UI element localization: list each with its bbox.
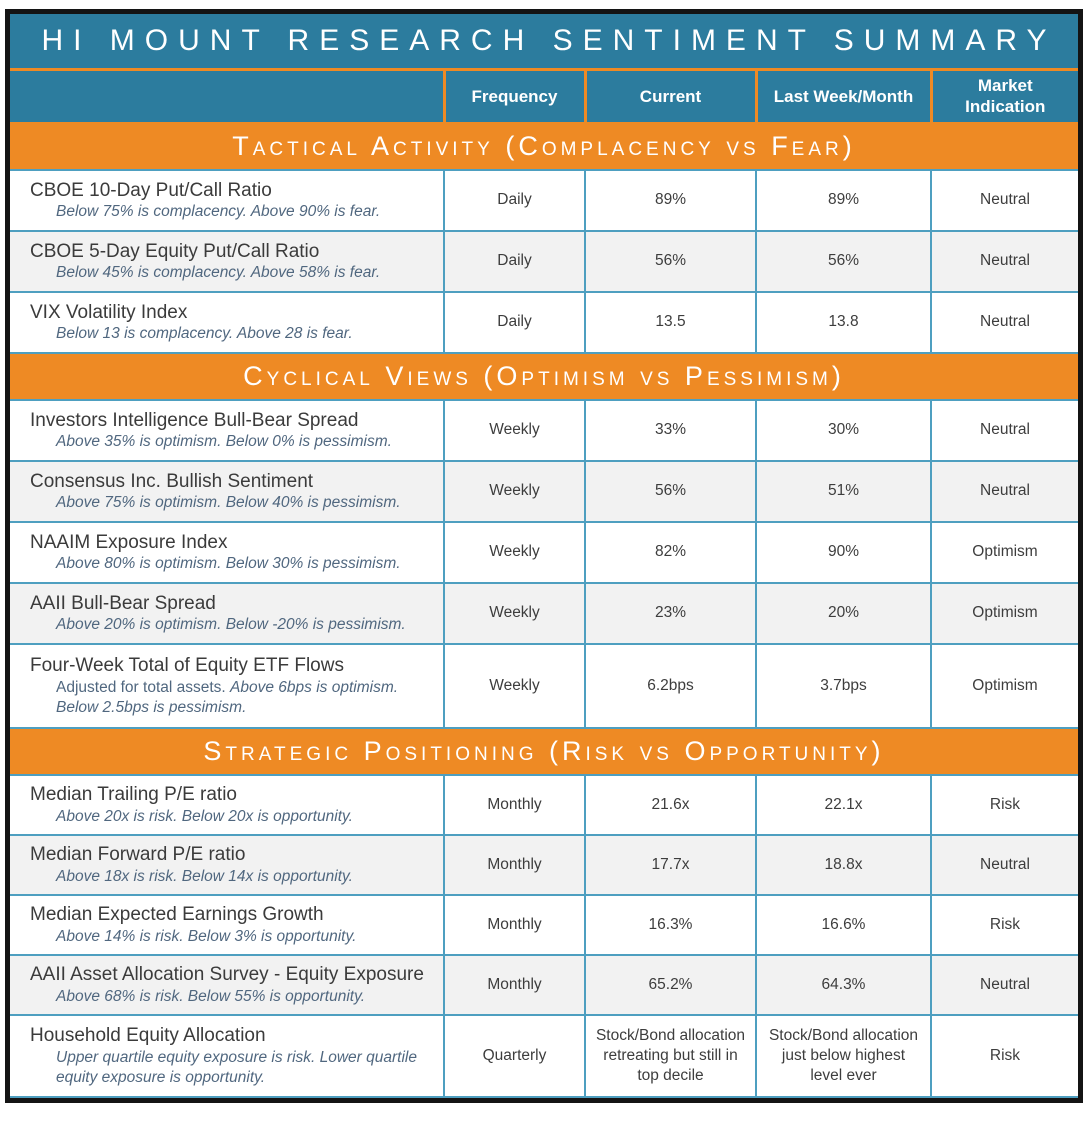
- current-cell: 17.7x: [585, 835, 756, 895]
- metric-cell: [10, 955, 444, 1015]
- metric-cell: [10, 583, 444, 644]
- table-row: [10, 170, 1078, 231]
- frequency-cell: Daily: [444, 231, 585, 292]
- metric-name: Median Expected Earnings Growth: [30, 904, 324, 926]
- column-header-current: Current: [585, 71, 756, 123]
- metric-name: CBOE 5-Day Equity Put/Call Ratio: [30, 240, 320, 262]
- current-cell: 89%: [585, 170, 756, 231]
- metric-name: VIX Volatility Index: [30, 301, 188, 323]
- frequency-cell: Monthly: [444, 835, 585, 895]
- indication-cell: Optimism: [931, 522, 1078, 583]
- metric-note: Upper quartile equity exposure is risk. Lower quartile equity exposure is opportunity.: [56, 1048, 417, 1086]
- current-cell: 82%: [585, 522, 756, 583]
- table-row: [10, 231, 1078, 292]
- last-cell: 90%: [756, 522, 931, 583]
- frequency-cell: Daily: [444, 292, 585, 353]
- metric-note: Above 20% is optimism. Below -20% is pessimism.: [56, 616, 406, 634]
- last-cell: 3.7bps: [756, 644, 931, 728]
- metric-note: Below 45% is complacency. Above 58% is fear.: [56, 264, 381, 282]
- last-cell: 20%: [756, 583, 931, 644]
- last-cell: Stock/Bond allocation just below highest level ever: [756, 1015, 931, 1097]
- indication-cell: Risk: [931, 895, 1078, 955]
- table-row: [10, 644, 1078, 728]
- frequency-cell: Monthly: [444, 955, 585, 1015]
- metric-cell: [10, 775, 444, 835]
- frequency-cell: Weekly: [444, 522, 585, 583]
- last-cell: 18.8x: [756, 835, 931, 895]
- metric-note: Above 14% is risk. Below 3% is opportunity.: [56, 927, 357, 945]
- column-header-last-week-month: Last Week/Month: [756, 71, 931, 123]
- metric-note: Above 20x is risk. Below 20x is opportunity.: [56, 807, 353, 825]
- metric-name: CBOE 10-Day Put/Call Ratio: [30, 179, 272, 201]
- metric-cell: [10, 644, 444, 728]
- table-row: [10, 1015, 1078, 1097]
- current-cell: 23%: [585, 583, 756, 644]
- indication-cell: Risk: [931, 775, 1078, 835]
- metric-note: Below 13 is complacency. Above 28 is fear.: [56, 325, 353, 343]
- column-header-frequency: Frequency: [444, 71, 585, 123]
- report-title: HI MOUNT RESEARCH SENTIMENT SUMMARY: [10, 14, 1078, 71]
- indication-cell: Neutral: [931, 292, 1078, 353]
- section-header-strategic-positioning: Strategic Positioning (Risk vs Opportunity): [10, 728, 1078, 775]
- table-row: [10, 461, 1078, 522]
- column-header-row: [10, 71, 1078, 123]
- table-row: [10, 583, 1078, 644]
- metric-cell: [10, 1015, 444, 1097]
- last-cell: 22.1x: [756, 775, 931, 835]
- last-cell: 64.3%: [756, 955, 931, 1015]
- last-cell: 56%: [756, 231, 931, 292]
- frequency-cell: Weekly: [444, 644, 585, 728]
- metric-note: Above 80% is optimism. Below 30% is pessimism.: [56, 555, 401, 573]
- last-cell: 51%: [756, 461, 931, 522]
- current-cell: 13.5: [585, 292, 756, 353]
- indication-cell: Optimism: [931, 583, 1078, 644]
- metric-name: Four-Week Total of Equity ETF Flows: [30, 654, 344, 676]
- metric-note: Above 18x is risk. Below 14x is opportunity.: [56, 867, 353, 885]
- metric-cell: [10, 895, 444, 955]
- metric-name: AAII Asset Allocation Survey - Equity Exposure: [30, 964, 424, 986]
- metric-cell: [10, 835, 444, 895]
- frequency-cell: Weekly: [444, 583, 585, 644]
- column-header-market-indication: Market Indication: [931, 71, 1078, 123]
- last-cell: 16.6%: [756, 895, 931, 955]
- table-row: [10, 775, 1078, 835]
- metric-note: Adjusted for total assets. Above 6bps is optimism. Below 2.5bps is pessimism.: [56, 678, 399, 716]
- metric-cell: [10, 461, 444, 522]
- table-row: [10, 895, 1078, 955]
- indication-cell: Optimism: [931, 644, 1078, 728]
- metric-cell: [10, 170, 444, 231]
- frequency-cell: Weekly: [444, 400, 585, 461]
- report-frame: [5, 9, 1083, 1103]
- current-cell: 56%: [585, 461, 756, 522]
- current-cell: 56%: [585, 231, 756, 292]
- metric-note: Above 68% is risk. Below 55% is opportunity.: [56, 987, 366, 1005]
- metric-cell: [10, 522, 444, 583]
- last-cell: 30%: [756, 400, 931, 461]
- current-cell: 21.6x: [585, 775, 756, 835]
- metric-cell: [10, 400, 444, 461]
- indication-cell: Neutral: [931, 400, 1078, 461]
- indication-cell: Neutral: [931, 231, 1078, 292]
- current-cell: 16.3%: [585, 895, 756, 955]
- indication-cell: Risk: [931, 1015, 1078, 1097]
- frequency-cell: Weekly: [444, 461, 585, 522]
- table-row: [10, 292, 1078, 353]
- column-header-spacer: [10, 71, 444, 123]
- table-row: [10, 955, 1078, 1015]
- last-cell: 13.8: [756, 292, 931, 353]
- metric-name: Household Equity Allocation: [30, 1024, 266, 1046]
- indication-cell: Neutral: [931, 170, 1078, 231]
- table-row: [10, 522, 1078, 583]
- indication-cell: Neutral: [931, 955, 1078, 1015]
- metric-cell: [10, 292, 444, 353]
- indication-cell: Neutral: [931, 835, 1078, 895]
- frequency-cell: Daily: [444, 170, 585, 231]
- current-cell: Stock/Bond allocation retreating but still in top decile: [585, 1015, 756, 1097]
- frequency-cell: Monthly: [444, 775, 585, 835]
- indication-cell: Neutral: [931, 461, 1078, 522]
- metric-note: Below 75% is complacency. Above 90% is fear.: [56, 203, 381, 221]
- frequency-cell: Monthly: [444, 895, 585, 955]
- metric-cell: [10, 231, 444, 292]
- metric-name: Median Trailing P/E ratio: [30, 784, 237, 806]
- current-cell: 65.2%: [585, 955, 756, 1015]
- sentiment-summary-table: [10, 71, 1078, 1098]
- metric-name: NAAIM Exposure Index: [30, 531, 228, 553]
- metric-name: Investors Intelligence Bull-Bear Spread: [30, 409, 359, 431]
- current-cell: 6.2bps: [585, 644, 756, 728]
- table-row: [10, 400, 1078, 461]
- metric-note: Above 35% is optimism. Below 0% is pessimism.: [56, 433, 392, 451]
- metric-name: Consensus Inc. Bullish Sentiment: [30, 470, 314, 492]
- metric-name: Median Forward P/E ratio: [30, 844, 246, 866]
- table-row: [10, 835, 1078, 895]
- section-header-cyclical-views: Cyclical Views (Optimism vs Pessimism): [10, 353, 1078, 400]
- current-cell: 33%: [585, 400, 756, 461]
- metric-note: Above 75% is optimism. Below 40% is pessimism.: [56, 494, 401, 512]
- frequency-cell: Quarterly: [444, 1015, 585, 1097]
- last-cell: 89%: [756, 170, 931, 231]
- section-header-tactical-activity: Tactical Activity (Complacency vs Fear): [10, 123, 1078, 170]
- metric-name: AAII Bull-Bear Spread: [30, 592, 216, 614]
